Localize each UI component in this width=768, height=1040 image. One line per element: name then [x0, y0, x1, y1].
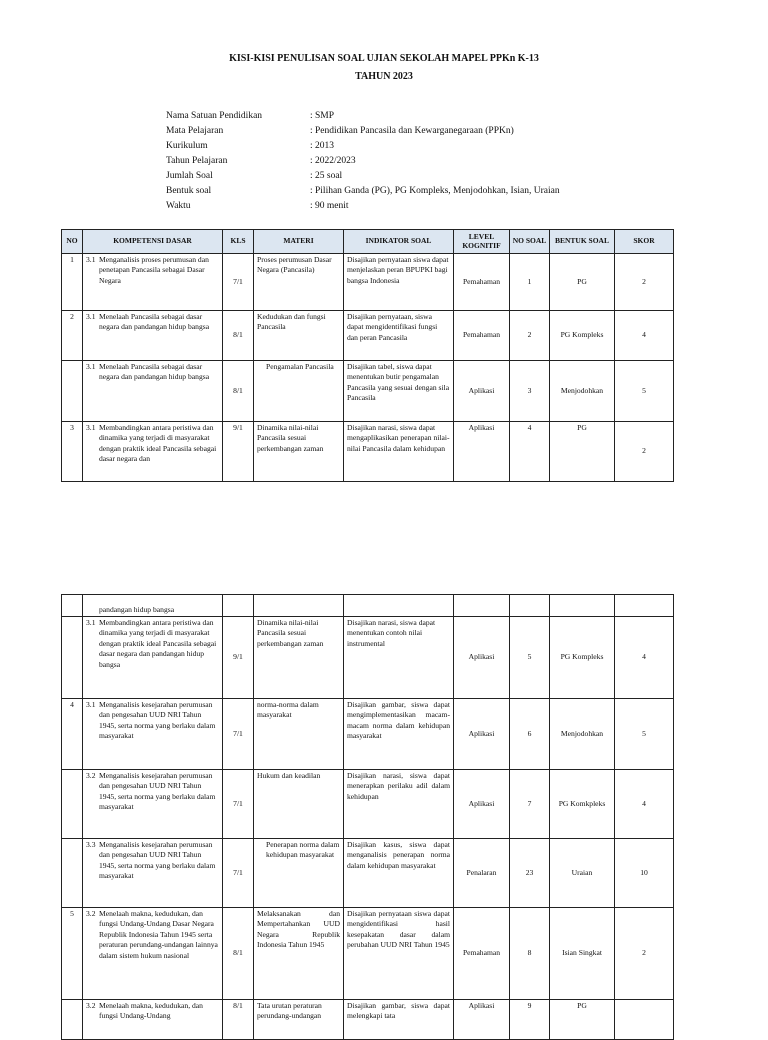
header-skor: SKOR [615, 230, 674, 254]
info-label: Tahun Pelajaran [166, 155, 228, 166]
row-no [62, 595, 83, 617]
info-value: : SMP [310, 110, 335, 121]
table-row-continued [62, 595, 674, 617]
row-skor: 4 [615, 770, 674, 839]
row-bentuk: Menjodohkan [550, 361, 615, 422]
row-indikator: Disajikan gambar, siswa dapat melengkapi tata [344, 1000, 454, 1040]
row-kompetensi-dasar [83, 908, 223, 1000]
kd-text: Membandingkan antara peristiwa dan dinamika yang terjadi di masyarakat dengan praktik ideal Pancasila sebagai dasar negara dan [99, 423, 217, 464]
table-row [62, 699, 674, 770]
row-level: Pemahaman [454, 254, 510, 311]
row-skor [615, 1000, 674, 1040]
table-row [62, 1000, 674, 1040]
kisi-kisi-table-continued [61, 594, 674, 1040]
header-level-kognitif: LEVEL KOGNITIF [454, 230, 510, 254]
kd-number: 3.2 [86, 771, 96, 780]
kd-number: 3.1 [86, 255, 96, 264]
kd-text: Menelaah Pancasila sebagai dasar negara dan pandangan hidup bangsa [99, 362, 210, 382]
table-row [62, 617, 674, 699]
kd-number: 3.1 [86, 423, 96, 432]
info-value: : Pendidikan Pancasila dan Kewarganegaraan (PPKn) [310, 125, 514, 136]
row-kelas: 8/1 [223, 1000, 254, 1040]
row-kelas: 7/1 [223, 254, 254, 311]
row-indikator: Disajikan kasus, siswa dapat menganalisis penerapan norma dalam kehidupan masyarakat [344, 839, 454, 908]
row-bentuk: PG [550, 1000, 615, 1040]
row-kelas: 7/1 [223, 839, 254, 908]
row-materi: Dinamika nilai-nilai Pancasila sesuai perkembangan zaman [254, 617, 344, 699]
row-skor: 4 [615, 311, 674, 361]
header-kelas: KLS [223, 230, 254, 254]
row-level: Aplikasi [454, 1000, 510, 1040]
row-kelas: 9/1 [223, 617, 254, 699]
row-no-soal: 7 [510, 770, 550, 839]
row-no-soal: 3 [510, 361, 550, 422]
row-no: 1 [62, 254, 83, 311]
info-label: Mata Pelajaran [166, 125, 224, 136]
row-bentuk: Isian Singkat [550, 908, 615, 1000]
kisi-kisi-table [61, 229, 674, 482]
row-kompetensi-dasar: pandangan hidup bangsa [83, 595, 223, 617]
kd-number: 3.1 [86, 700, 96, 709]
row-materi: Penerapan norma dalam kehidupan masyarakat [254, 839, 344, 908]
row-skor: 4 [615, 617, 674, 699]
row-kelas [223, 595, 254, 617]
info-row [166, 108, 560, 123]
info-label: Jumlah Soal [166, 170, 213, 181]
row-no [62, 839, 83, 908]
info-value: : 2013 [310, 140, 335, 151]
row-no-soal: 1 [510, 254, 550, 311]
kd-number: 3.3 [86, 840, 96, 849]
row-kompetensi-dasar [83, 1000, 223, 1040]
row-kompetensi-dasar [83, 254, 223, 311]
info-value: : Pilihan Ganda (PG), PG Kompleks, Menjodohkan, Isian, Uraian [310, 185, 560, 196]
info-row [166, 138, 560, 153]
row-no-soal: 8 [510, 908, 550, 1000]
table-row [62, 839, 674, 908]
kd-text: Membandingkan antara peristiwa dan dinamika yang terjadi di masyarakat dengan praktik ideal Pancasila sebagai dasar negara dan pandangan hidup bangsa [99, 618, 217, 669]
header-indikator-soal: INDIKATOR SOAL [344, 230, 454, 254]
row-kompetensi-dasar [83, 770, 223, 839]
row-indikator: Disajikan narasi, siswa dapat menentukan contoh nilai instrumental [344, 617, 454, 699]
info-row [166, 153, 560, 168]
row-indikator: Disajikan gambar, siswa dapat mengimplementasikan macam-macam norma dalam kehidupan masyarakat [344, 699, 454, 770]
document-title: KISI-KISI PENULISAN SOAL UJIAN SEKOLAH MAPEL PPKn K-13 [229, 53, 539, 64]
row-level: Aplikasi [454, 361, 510, 422]
row-no-soal: 2 [510, 311, 550, 361]
header-bentuk-soal: BENTUK SOAL [550, 230, 615, 254]
row-materi: Dinamika nilai-nilai Pancasila sesuai perkembangan zaman [254, 422, 344, 482]
row-skor [615, 595, 674, 617]
row-no-soal: 23 [510, 839, 550, 908]
row-bentuk: PG Kompleks [550, 617, 615, 699]
row-indikator: Disajikan narasi, siswa dapat menerapkan perilaku adil dalam kehidupan [344, 770, 454, 839]
row-kompetensi-dasar [83, 422, 223, 482]
row-kelas: 8/1 [223, 361, 254, 422]
kd-text: Menelaah Pancasila sebagai dasar negara dan pandangan hidup bangsa [99, 312, 210, 332]
kd-text: Menelaah makna, kedudukan, dan fungsi Undang-Undang [99, 1001, 203, 1021]
row-level [454, 595, 510, 617]
header-materi: MATERI [254, 230, 344, 254]
row-level: Pemahaman [454, 908, 510, 1000]
row-materi: Melaksanakan dan Mempertahankan UUD Negara Republik Indonesia Tahun 1945 [254, 908, 344, 1000]
kd-number: 3.1 [86, 362, 96, 371]
row-no-soal: 4 [510, 422, 550, 482]
row-skor: 5 [615, 361, 674, 422]
row-indikator: Disajikan narasi, siswa dapat mengaplikasikan penerapan nilai-nilai Pancasila dalam kehidupan [344, 422, 454, 482]
row-skor: 2 [615, 908, 674, 1000]
row-indikator: Disajikan tabel, siswa dapat menentukan butir pengamalan Pancasila yang sesuai dengan sila Pancasila [344, 361, 454, 422]
header-kompetensi-dasar: KOMPETENSI DASAR [83, 230, 223, 254]
kd-number: 3.1 [86, 618, 96, 627]
info-row [166, 198, 560, 213]
row-bentuk: PG Kompleks [550, 311, 615, 361]
row-no [62, 361, 83, 422]
row-level: Aplikasi [454, 770, 510, 839]
row-bentuk [550, 595, 615, 617]
kd-number: 3.2 [86, 909, 96, 918]
info-value: : 25 soal [310, 170, 343, 181]
kd-number: 3.2 [86, 1001, 96, 1010]
row-skor: 10 [615, 839, 674, 908]
row-materi [254, 595, 344, 617]
info-value: : 90 menit [310, 200, 349, 211]
row-no: 4 [62, 699, 83, 770]
row-materi: norma-norma dalam masyarakat [254, 699, 344, 770]
row-bentuk: PG Komkpleks [550, 770, 615, 839]
row-no-soal: 6 [510, 699, 550, 770]
header-no-soal: NO SOAL [510, 230, 550, 254]
row-indikator: Disajikan pernyataan siswa dapat mengidentifikasi hasil kesepakatan dasar dalam perubahan UUD NRI Tahun 1945 [344, 908, 454, 1000]
row-no [62, 617, 83, 699]
row-no [62, 1000, 83, 1040]
row-kompetensi-dasar [83, 839, 223, 908]
row-kelas: 8/1 [223, 908, 254, 1000]
header-no: NO [62, 230, 83, 254]
row-kompetensi-dasar [83, 311, 223, 361]
row-skor: 2 [615, 254, 674, 311]
row-level: Aplikasi [454, 422, 510, 482]
document-year: TAHUN 2023 [355, 71, 413, 82]
kd-text: Menganalisis proses perumusan dan penetapan Pancasila sebagai Dasar Negara [99, 255, 209, 285]
table-row [62, 311, 674, 361]
row-bentuk: PG [550, 254, 615, 311]
info-value: : 2022/2023 [310, 155, 356, 166]
row-level: Aplikasi [454, 699, 510, 770]
row-kelas: 7/1 [223, 699, 254, 770]
info-row [166, 183, 560, 198]
row-no: 2 [62, 311, 83, 361]
row-materi: Tata urutan peraturan perundang-undangan [254, 1000, 344, 1040]
row-no-soal: 9 [510, 1000, 550, 1040]
kd-number: 3.1 [86, 312, 96, 321]
row-kelas: 7/1 [223, 770, 254, 839]
info-label: Kurikulum [166, 140, 208, 151]
info-label: Nama Satuan Pendidikan [166, 110, 263, 121]
row-bentuk: Menjodohkan [550, 699, 615, 770]
row-materi: Hukum dan keadilan [254, 770, 344, 839]
row-kelas: 9/1 [223, 422, 254, 482]
row-materi: Pengamalan Pancasila [254, 361, 344, 422]
row-skor: 2 [615, 422, 674, 482]
table-row [62, 254, 674, 311]
kd-text: Menganalisis kesejarahan perumusan dan pengesahan UUD NRI Tahun 1945, serta norma yang berlaku dalam masyarakat [99, 771, 216, 812]
table-row [62, 770, 674, 839]
info-label: Bentuk soal [166, 185, 212, 196]
info-label: Waktu [166, 200, 191, 211]
row-kompetensi-dasar [83, 361, 223, 422]
row-materi: Proses perumusan Dasar Negara (Pancasila) [254, 254, 344, 311]
info-row [166, 123, 560, 138]
info-row [166, 168, 560, 183]
row-no [62, 770, 83, 839]
table-row [62, 361, 674, 422]
row-bentuk: Uraian [550, 839, 615, 908]
row-bentuk: PG [550, 422, 615, 482]
row-kompetensi-dasar [83, 617, 223, 699]
kd-text: Menelaah makna, kedudukan, dan fungsi Undang-Undang Dasar Negara Republik Indonesia Tahun 1945 serta peraturan perundang-undangan lainnya dalam sistem hukum nasional [99, 909, 218, 960]
row-indikator: Disajikan pernyataan siswa dapat menjelaskan peran BPUPKI bagi bangsa Indonesia [344, 254, 454, 311]
kd-text: Menganalisis kesejarahan perumusan dan pengesahan UUD NRI Tahun 1945, serta norma yang berlaku dalam masyarakat [99, 700, 216, 741]
row-level: Pemahaman [454, 311, 510, 361]
row-indikator [344, 595, 454, 617]
row-kelas: 8/1 [223, 311, 254, 361]
table-row [62, 422, 674, 482]
row-no-soal: 5 [510, 617, 550, 699]
row-indikator: Disajikan pernyataan, siswa dapat mengidentifikasi fungsi dan peran Pancasila [344, 311, 454, 361]
row-level: Aplikasi [454, 617, 510, 699]
row-no-soal [510, 595, 550, 617]
kd-text: Menganalisis kesejarahan perumusan dan pengesahan UUD NRI Tahun 1945, serta norma yang berlaku dalam masyarakat [99, 840, 216, 881]
row-no: 3 [62, 422, 83, 482]
identity-block [166, 108, 560, 213]
row-no: 5 [62, 908, 83, 1000]
row-skor: 5 [615, 699, 674, 770]
row-materi: Kedudukan dan fungsi Pancasila [254, 311, 344, 361]
table-row [62, 908, 674, 1000]
table-header-row [62, 230, 674, 254]
row-kompetensi-dasar [83, 699, 223, 770]
row-level: Penalaran [454, 839, 510, 908]
